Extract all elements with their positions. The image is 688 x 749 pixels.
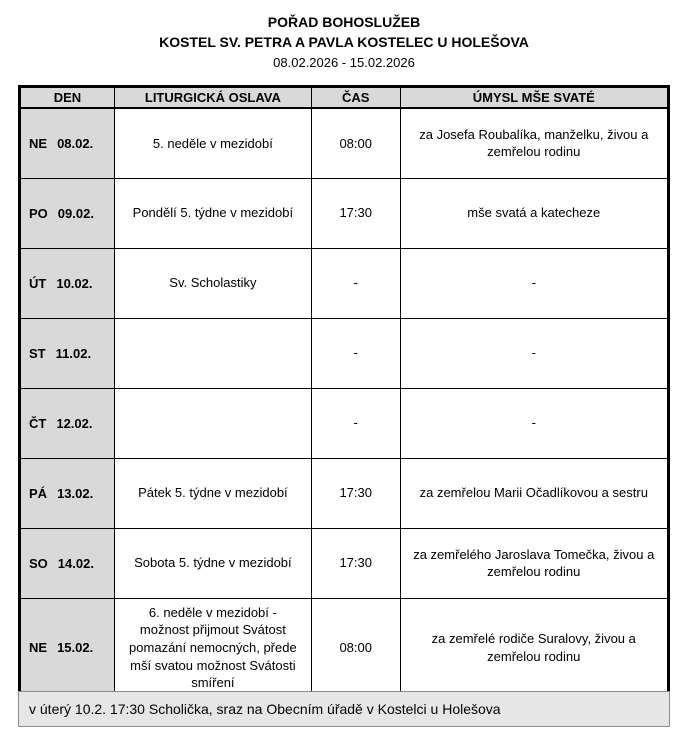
time-cell: 17:30 <box>311 178 400 248</box>
celebration-cell: Sobota 5. týdne v mezidobí <box>114 528 311 598</box>
table-body <box>20 108 669 698</box>
day-cell <box>20 388 115 458</box>
date-label: 08.02. <box>57 135 94 151</box>
day-cell <box>20 178 115 248</box>
intention-cell: mše svatá a katecheze <box>400 178 668 248</box>
table-row <box>20 388 669 458</box>
document-header <box>18 12 670 73</box>
day-label: PO <box>29 205 48 221</box>
celebration-cell: Pondělí 5. týdne v mezidobí <box>114 178 311 248</box>
date-label: 09.02. <box>57 205 94 221</box>
footer-note: v úterý 10.2. 17:30 Scholička, sraz na Obecním úřadě v Kostelci u Holešova <box>18 691 670 727</box>
time-cell: 17:30 <box>311 528 400 598</box>
day-cell <box>20 528 115 598</box>
celebration-cell <box>114 388 311 458</box>
date-label: 12.02. <box>56 415 93 431</box>
intention-cell: za zemřelé rodiče Suralovy, živou a zemřelou rodinu <box>400 598 668 698</box>
day-cell <box>20 318 115 388</box>
celebration-cell: 5. neděle v mezidobí <box>114 108 311 178</box>
day-label: NE <box>29 135 48 151</box>
time-cell: 08:00 <box>311 108 400 178</box>
date-label: 15.02. <box>57 640 94 656</box>
celebration-cell: Pátek 5. týdne v mezidobí <box>114 458 311 528</box>
day-cell <box>20 248 115 318</box>
table-row <box>20 318 669 388</box>
intention-cell: - <box>400 248 668 318</box>
table-row <box>20 248 669 318</box>
time-cell: 17:30 <box>311 458 400 528</box>
intention-cell: za zemřelou Marii Očadlíkovou a sestru <box>400 458 668 528</box>
time-cell: - <box>311 318 400 388</box>
column-header-oslava: LITURGICKÁ OSLAVA <box>114 86 311 108</box>
day-label: ČT <box>29 415 47 431</box>
intention-cell: - <box>400 388 668 458</box>
table-row <box>20 108 669 178</box>
schedule-table <box>18 85 670 700</box>
celebration-cell: 6. neděle v mezidobí - možnost přijmout Svátost pomazání nemocných, přede mší svatou možnost Svátosti smíření <box>114 598 311 698</box>
table-row <box>20 458 669 528</box>
date-label: 13.02. <box>57 485 94 501</box>
table-row <box>20 598 669 698</box>
date-range: 08.02.2026 - 15.02.2026 <box>273 54 415 70</box>
day-label: ST <box>29 345 46 361</box>
celebration-cell <box>114 318 311 388</box>
day-cell <box>20 458 115 528</box>
table-header <box>20 86 669 108</box>
celebration-cell: Sv. Scholastiky <box>114 248 311 318</box>
date-label: 10.02. <box>56 275 93 291</box>
intention-cell: za Josefa Roubalíka, manželku, živou a zemřelou rodinu <box>400 108 668 178</box>
day-label: ÚT <box>29 275 47 291</box>
column-header-umysl: ÚMYSL MŠE SVATÉ <box>400 86 668 108</box>
date-label: 11.02. <box>55 345 92 361</box>
time-cell: - <box>311 388 400 458</box>
table-row <box>20 528 669 598</box>
time-cell: - <box>311 248 400 318</box>
header-row <box>20 86 669 108</box>
intention-cell: - <box>400 318 668 388</box>
page-title: POŘAD BOHOSLUŽEB <box>267 14 421 30</box>
page-subtitle: KOSTEL SV. PETRA A PAVLA KOSTELEC U HOLEŠOVA <box>159 34 529 51</box>
column-header-cas: ČAS <box>311 86 400 108</box>
day-cell <box>20 598 115 698</box>
day-label: PÁ <box>29 485 48 501</box>
date-label: 14.02. <box>57 555 94 571</box>
time-cell: 08:00 <box>311 598 400 698</box>
day-cell <box>20 108 115 178</box>
table-row <box>20 178 669 248</box>
column-header-den: DEN <box>20 86 115 108</box>
day-label: SO <box>29 555 48 571</box>
day-label: NE <box>29 640 48 656</box>
intention-cell: za zemřelého Jaroslava Tomečka, živou a zemřelou rodinu <box>400 528 668 598</box>
